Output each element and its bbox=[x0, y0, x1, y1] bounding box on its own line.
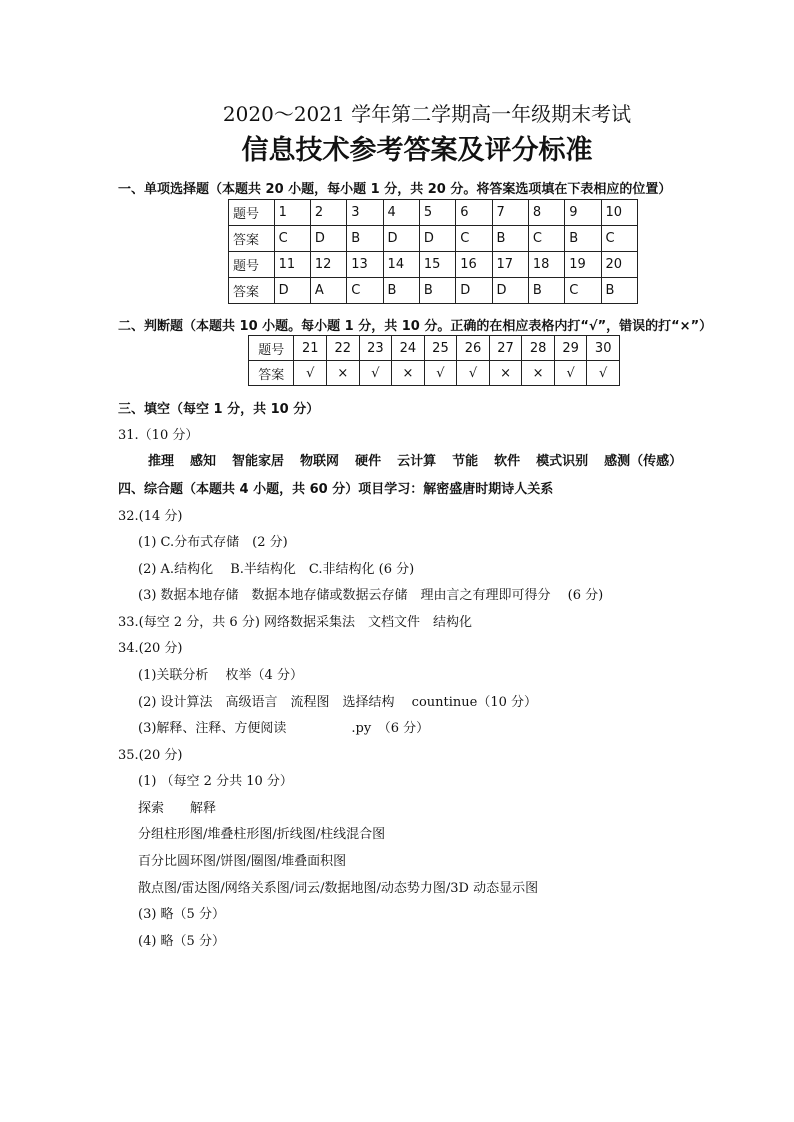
answer-cell: √ bbox=[587, 361, 620, 386]
section1-heading: 一、单项选择题（本题共 20 小题，每小题 1 分，共 20 分。将答案选项填在下表相应的位置） bbox=[118, 182, 672, 197]
q32-part2: (2) A.结构化 B.半结构化 C.非结构化 (6 分) bbox=[138, 562, 415, 577]
question-number-cell: 9 bbox=[565, 200, 601, 226]
fill-blank-term: 云计算 bbox=[397, 454, 437, 469]
answer-cell: √ bbox=[359, 361, 392, 386]
question-number-cell: 15 bbox=[419, 252, 455, 278]
answer-cell: D bbox=[310, 226, 346, 252]
answer-cell: C bbox=[528, 226, 564, 252]
row-label-question: 题号 bbox=[249, 336, 294, 361]
answer-cell: B bbox=[419, 278, 455, 304]
table-row bbox=[229, 226, 638, 252]
answer-cell: B bbox=[383, 278, 419, 304]
question-number-cell: 6 bbox=[456, 200, 492, 226]
q35-part1: (1) （每空 2 分共 10 分） bbox=[138, 774, 293, 789]
answer-cell: A bbox=[310, 278, 346, 304]
question-number-cell: 21 bbox=[294, 336, 327, 361]
answer-cell: C bbox=[565, 278, 601, 304]
question-number-cell: 22 bbox=[327, 336, 360, 361]
table-row bbox=[229, 200, 638, 226]
question-number-cell: 19 bbox=[565, 252, 601, 278]
row-label-answer: 答案 bbox=[229, 278, 275, 304]
question-number-cell: 13 bbox=[347, 252, 383, 278]
question-number-cell: 26 bbox=[457, 336, 490, 361]
question-number-cell: 24 bbox=[392, 336, 425, 361]
question-number-cell: 28 bbox=[522, 336, 555, 361]
answer-cell: D bbox=[492, 278, 528, 304]
q35-answer-c: 百分比圆环图/饼图/圈图/堆叠面积图 bbox=[138, 854, 347, 869]
multiple-choice-answer-table bbox=[228, 199, 638, 304]
answer-cell: √ bbox=[294, 361, 327, 386]
question-number-cell: 17 bbox=[492, 252, 528, 278]
question-number-cell: 11 bbox=[274, 252, 310, 278]
answer-cell: √ bbox=[457, 361, 490, 386]
question-number-cell: 18 bbox=[528, 252, 564, 278]
answer-cell: B bbox=[565, 226, 601, 252]
row-label-answer: 答案 bbox=[229, 226, 275, 252]
question-31-label: 31.（10 分） bbox=[118, 428, 199, 443]
question-number-cell: 27 bbox=[489, 336, 522, 361]
q35-label: 35.(20 分) bbox=[118, 748, 183, 763]
answer-cell: D bbox=[419, 226, 455, 252]
q32-label: 32.(14 分) bbox=[118, 509, 183, 524]
fill-blank-term: 软件 bbox=[494, 454, 521, 469]
true-false-answer-table bbox=[248, 335, 620, 386]
answer-cell: B bbox=[347, 226, 383, 252]
fill-blank-term: 模式识别 bbox=[536, 454, 589, 469]
answer-cell: B bbox=[601, 278, 637, 304]
answer-cell: C bbox=[274, 226, 310, 252]
q32-part1: (1) C.分布式存储 (2 分) bbox=[138, 535, 288, 550]
fill-blank-term: 感测（传感） bbox=[604, 454, 683, 469]
answer-cell: × bbox=[392, 361, 425, 386]
answer-cell: √ bbox=[424, 361, 457, 386]
answer-cell: D bbox=[456, 278, 492, 304]
section2-heading: 二、判断题（本题共 10 小题。每小题 1 分，共 10 分。正确的在相应表格内打“√”，错误的打“×”） bbox=[118, 319, 713, 334]
q34-part3: (3)解释、注释、方便阅读 .py （6 分） bbox=[138, 721, 430, 736]
question-number-cell: 25 bbox=[424, 336, 457, 361]
question-number-cell: 1 bbox=[274, 200, 310, 226]
question-number-cell: 20 bbox=[601, 252, 637, 278]
q34-part2: (2) 设计算法 高级语言 流程图 选择结构 countinue（10 分） bbox=[138, 695, 538, 710]
section3-heading: 三、填空（每空 1 分，共 10 分） bbox=[118, 402, 320, 417]
question-number-cell: 3 bbox=[347, 200, 383, 226]
question-number-cell: 2 bbox=[310, 200, 346, 226]
q35-part3: (3) 略（5 分） bbox=[138, 907, 225, 922]
answer-cell: D bbox=[274, 278, 310, 304]
document-title: 信息技术参考答案及评分标准 bbox=[241, 135, 593, 166]
answer-cell: D bbox=[383, 226, 419, 252]
q35-answer-d: 散点图/雷达图/网络关系图/词云/数据地图/动态势力图/3D 动态显示图 bbox=[138, 881, 539, 896]
answer-cell: √ bbox=[554, 361, 587, 386]
row-label-question: 题号 bbox=[229, 252, 275, 278]
fill-blank-term: 节能 bbox=[452, 454, 479, 469]
fill-blank-term: 智能家居 bbox=[232, 454, 285, 469]
row-label-question: 题号 bbox=[229, 200, 275, 226]
answer-cell: C bbox=[347, 278, 383, 304]
question-number-cell: 30 bbox=[587, 336, 620, 361]
question-number-cell: 7 bbox=[492, 200, 528, 226]
q33-line: 33.(每空 2 分，共 6 分) 网络数据采集法 文档文件 结构化 bbox=[118, 615, 473, 630]
question-number-cell: 4 bbox=[383, 200, 419, 226]
answer-cell: × bbox=[489, 361, 522, 386]
q35-part4: (4) 略（5 分） bbox=[138, 934, 225, 949]
fill-blank-answers bbox=[148, 450, 698, 469]
question-number-cell: 12 bbox=[310, 252, 346, 278]
question-number-cell: 29 bbox=[554, 336, 587, 361]
question-number-cell: 23 bbox=[359, 336, 392, 361]
table-row bbox=[249, 336, 620, 361]
table-row bbox=[249, 361, 620, 386]
question-number-cell: 8 bbox=[528, 200, 564, 226]
answer-cell: B bbox=[528, 278, 564, 304]
fill-blank-term: 物联网 bbox=[300, 454, 340, 469]
q35-answer-b: 分组柱形图/堆叠柱形图/折线图/柱线混合图 bbox=[138, 827, 386, 842]
question-number-cell: 14 bbox=[383, 252, 419, 278]
answer-cell: × bbox=[522, 361, 555, 386]
table-row bbox=[229, 252, 638, 278]
q35-answer-a: 探索 解释 bbox=[138, 801, 217, 816]
question-number-cell: 10 bbox=[601, 200, 637, 226]
row-label-answer: 答案 bbox=[249, 361, 294, 386]
section4-heading: 四、综合题（本题共 4 小题，共 60 分）项目学习：解密盛唐时期诗人关系 bbox=[118, 482, 554, 497]
question-number-cell: 5 bbox=[419, 200, 455, 226]
q32-part3: (3) 数据本地存储 数据本地存储或数据云存储 理由言之有理即可得分 (6 分) bbox=[138, 588, 604, 603]
question-number-cell: 16 bbox=[456, 252, 492, 278]
exam-title: 2020～2021 学年第二学期高一年级期末考试 bbox=[222, 102, 632, 126]
fill-blank-term: 推理 bbox=[148, 454, 175, 469]
table-row bbox=[229, 278, 638, 304]
fill-blank-term: 硬件 bbox=[355, 454, 382, 469]
answer-cell: B bbox=[492, 226, 528, 252]
q34-label: 34.(20 分) bbox=[118, 641, 183, 656]
fill-blank-term: 感知 bbox=[190, 454, 217, 469]
answer-cell: × bbox=[327, 361, 360, 386]
answer-cell: C bbox=[601, 226, 637, 252]
q34-part1: (1)关联分析 枚举（4 分） bbox=[138, 668, 303, 683]
answer-cell: C bbox=[456, 226, 492, 252]
